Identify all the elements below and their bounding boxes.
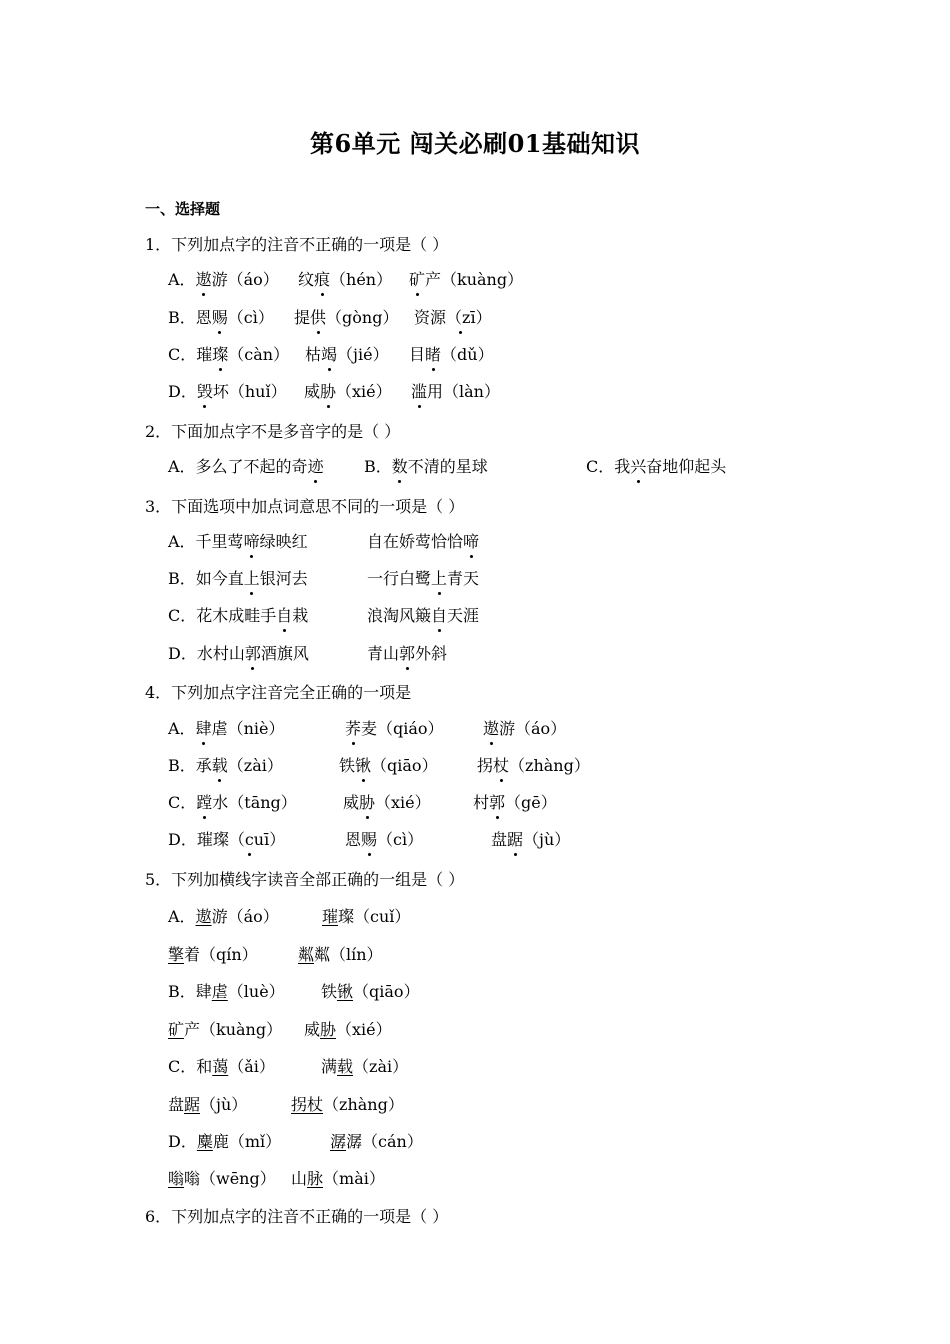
underlined-char: 载 [337,1057,354,1076]
page-title: 第6单元 闯关必刷01基础知识 [310,129,640,158]
underlined-char: 踞 [184,1095,201,1114]
dotted-char: 郭 [399,644,416,663]
question-3-option-b[interactable]: B．如今直上银河去 一行白鹭上青天 [168,569,480,588]
underlined-char: 锹 [337,982,354,1001]
question-5-stem: 5．下列加横线字读音全部正确的一组是（ ） [145,870,465,889]
question-4-stem: 4．下列加点字注音完全正确的一项是 [145,683,412,702]
underlined-char: 麋 [196,1132,213,1151]
dotted-char: 自 [431,606,448,625]
dotted-char: 郭 [244,644,261,663]
dotted-char: 璨 [212,345,229,364]
question-2-option-c[interactable]: C．我兴奋地仰起头 [586,457,727,476]
question-2-stem: 2．下面加点字不是多音字的是（ ） [145,422,401,441]
question-3-option-d[interactable]: D．水村山郭酒旗风 青山郭外斜 [168,644,448,663]
underlined-char: 拐杖 [291,1095,324,1114]
question-3-option-a[interactable]: A．千里莺啼绿映红 自在娇莺恰恰啼 [168,532,480,551]
dotted-char: 杖 [493,756,510,775]
dotted-char: 遨 [195,270,212,289]
question-5-option-a-line1[interactable]: A．遨游（áo） 璀璨（cuǐ） [168,907,411,926]
underlined-char: 胁 [320,1020,337,1039]
question-1-option-d[interactable]: D．毁坏（huǐ） 威胁（xié） 滥用（làn） [168,382,500,401]
question-5-option-c-line2: 盘踞（jù） 拐杖（zhàng） [168,1095,404,1114]
question-4-option-c[interactable]: C．蹚水（tāng） 威胁（xié） 村郭（gē） [168,793,557,812]
underlined-char: 粼 [298,945,315,964]
dotted-char: 啼 [463,532,480,551]
dotted-char: 数 [391,457,408,476]
question-1-stem: 1．下列加点字的注音不正确的一项是（ ） [145,235,449,254]
dotted-char: 自 [276,606,293,625]
question-1-option-a[interactable]: A．遨游（áo） 纹痕（hén） 矿产（kuàng） [168,270,524,289]
dotted-char: 胁 [320,382,337,401]
section-heading: 一、选择题 [145,200,221,218]
question-1-option-b[interactable]: B．恩赐（cì） 提供（gòng） 资源（zī） [168,308,492,327]
dotted-char: 源（zī） [430,308,492,327]
dotted-char: 璨（cuī） [212,830,286,849]
underlined-char: 擎 [168,945,185,964]
dotted-char: 迹 [307,457,324,476]
dotted-char: 蹚 [196,793,213,812]
question-2-option-b[interactable]: B．数不清的星球 [364,457,488,476]
dotted-char: 肆 [195,719,212,738]
dotted-char: 啼 [243,532,260,551]
question-5-option-d-line1[interactable]: D．麋鹿（mǐ） 潺潺（cán） [168,1132,423,1151]
question-5-option-d-line2: 嗡嗡（wēng） 山脉（mài） [168,1169,385,1188]
underlined-char: 遨 [195,907,212,926]
underlined-char: 潺 [330,1132,347,1151]
underlined-char: 蔼 [212,1057,229,1076]
question-4-option-a[interactable]: A．肆虐（niè） 荞麦（qiáo） 遨游（áo） [168,719,567,738]
question-5-option-b-line1[interactable]: B．肆虐（luè） 铁锹（qiāo） [168,982,420,1001]
question-2-options [168,456,868,478]
underlined-char: 璀 [322,907,339,926]
dotted-char: 矿 [409,270,426,289]
dotted-char: 上 [431,569,448,588]
underlined-char: 矿 [168,1020,185,1039]
underlined-char: 嗡 [168,1169,185,1188]
question-1-option-c[interactable]: C．璀璨（càn） 枯竭（jié） 目睹（dǔ） [168,345,494,364]
dotted-char: 兴 [630,457,647,476]
dotted-char: 上 [243,569,260,588]
dotted-char: 睹 [425,345,442,364]
dotted-char: 竭 [321,345,338,364]
dotted-char: 荞 [345,719,362,738]
dotted-char: 胁 [359,793,376,812]
question-5-option-a-line2: 擎着（qín） 粼粼（lín） [168,945,383,964]
question-3-option-c[interactable]: C．花木成畦手自栽 浪淘风簸自天涯 [168,606,480,625]
dotted-char: 载 [211,756,228,775]
underlined-char: 脉 [307,1169,324,1188]
underlined-char: 虐 [211,982,228,1001]
dotted-char: 遨 [483,719,500,738]
dotted-char: 赐 [211,308,228,327]
dotted-char: 毁 [196,382,213,401]
dotted-char: 滥 [411,382,428,401]
question-5-option-c-line1[interactable]: C．和蔼（ǎi） 满载（zài） [168,1057,409,1076]
question-4-option-b[interactable]: B．承载（zài） 铁锹（qiāo） 拐杖（zhàng） [168,756,590,775]
dotted-char: 供 [310,308,327,327]
dotted-char: 赐 [361,830,378,849]
question-2-option-a[interactable]: A．多么了不起的奇迹 [168,457,324,476]
question-3-stem: 3．下面选项中加点词意思不同的一项是（ ） [145,497,465,516]
dotted-char: 痕 [314,270,331,289]
question-6-stem: 6．下列加点字的注音不正确的一项是（ ） [145,1207,449,1226]
dotted-char: 踞 [507,830,524,849]
dotted-char: 锹 [355,756,372,775]
question-4-option-d[interactable]: D．璀璨（cuī） 恩赐（cì） 盘踞（jù） [168,830,571,849]
dotted-char: 郭 [489,793,506,812]
question-5-option-b-line2: 矿产（kuàng） 威胁（xié） [168,1020,392,1039]
